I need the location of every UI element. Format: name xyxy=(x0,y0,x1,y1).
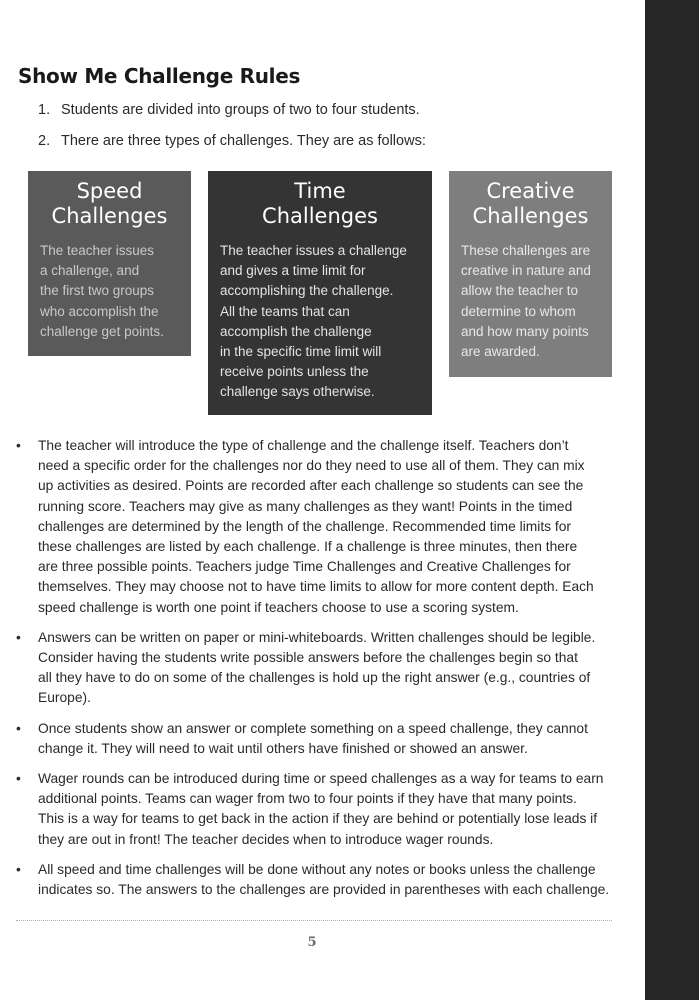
bullet-line: additional points. Teams can wager from two to four points if they have that many points. xyxy=(38,791,577,807)
bullet-line: running score. Teachers may give as many challenges as they want! Points in the timed xyxy=(38,498,573,514)
bullet-icon: • xyxy=(16,720,21,736)
bullet-line: are three possible points. Teachers judge Time Challenges and Creative Challenges for xyxy=(38,559,571,575)
box-desc-line: These challenges are xyxy=(461,243,591,258)
box-title-line: Speed xyxy=(76,179,143,203)
box-desc-line: accomplish the challenge xyxy=(220,323,372,339)
bullet-icon: • xyxy=(16,629,21,645)
box-desc-line: receive points unless the xyxy=(220,364,369,380)
box-desc-line: in the specific time limit will xyxy=(220,344,382,360)
bullet-item xyxy=(16,628,632,709)
bullet-line: Once students show an answer or complete something on a speed challenge, they cannot xyxy=(38,720,588,736)
box-desc-line: creative in nature and xyxy=(461,263,591,279)
numbered-steps xyxy=(38,100,426,162)
bullet-item xyxy=(16,719,632,759)
bullet-line: Europe). xyxy=(38,690,91,706)
bullet-icon: • xyxy=(16,771,21,787)
box-desc-line: determine to whom xyxy=(461,303,576,319)
box-desc-line: and how many points xyxy=(461,323,589,339)
bullet-line: change it. They will need to wait until others have finished or showed an answer. xyxy=(38,740,528,756)
bullet-item xyxy=(16,769,632,850)
creative-challenges-box xyxy=(449,171,612,377)
bullet-line: challenges are determined by the length of the challenge. Recommended time limits for xyxy=(38,518,572,534)
bullet-line: speed challenge is worth one point if teachers choose to use a scoring system. xyxy=(38,599,519,615)
box-desc-line: accomplishing the challenge. xyxy=(220,283,394,299)
box-desc-line: allow the teacher to xyxy=(461,283,579,299)
box-title-line: Creative xyxy=(486,179,575,203)
box-desc-line: who accomplish the xyxy=(40,303,159,319)
box-title-line: Challenges xyxy=(262,204,378,228)
box-description xyxy=(461,241,600,362)
step-text: There are three types of challenges. They are as follows: xyxy=(61,133,426,149)
bullet-icon: • xyxy=(16,438,21,453)
rules-bullet-list xyxy=(16,436,632,910)
bullet-line: The teacher will introduce the type of challenge and the challenge itself. Teachers don’t xyxy=(38,438,569,453)
box-desc-line: The teacher issues xyxy=(40,243,155,258)
bullet-line: up activities as desired. Points are recorded after each challenge so students can see the xyxy=(38,478,584,494)
box-title-line: Time xyxy=(294,179,346,203)
box-desc-line: the first two groups xyxy=(40,283,155,299)
box-desc-line: All the teams that can xyxy=(220,303,350,319)
box-desc-line: challenge get points. xyxy=(40,323,164,339)
step-number: 2. xyxy=(38,133,51,149)
bullet-line: This is a way for teams to get back in the action if they are behind or potentially lose leads if xyxy=(38,811,598,827)
step-item xyxy=(38,100,426,131)
bullet-line: Consider having the students write possible answers before the challenges begin so that xyxy=(38,650,578,666)
bullet-line: Wager rounds can be introduced during time or speed challenges as a way for teams to earn xyxy=(38,771,604,787)
box-desc-line: are awarded. xyxy=(461,344,540,360)
step-number: 1. xyxy=(38,102,51,118)
box-title xyxy=(40,179,179,229)
page-number: 5 xyxy=(307,935,317,950)
bullet-line: All speed and time challenges will be done without any notes or books unless the challenge xyxy=(38,861,596,877)
box-desc-line: challenge says otherwise. xyxy=(220,384,375,400)
bullet-item xyxy=(16,860,632,900)
box-description xyxy=(40,241,179,342)
time-challenges-box xyxy=(208,171,432,415)
bullet-line: they are out in front! The teacher decides when to introduce wager rounds. xyxy=(38,831,494,847)
bullet-line: Answers can be written on paper or mini-whiteboards. Written challenges should be legible. xyxy=(38,629,596,645)
section-heading: Show Me Challenge Rules xyxy=(18,64,301,88)
box-description xyxy=(220,241,420,403)
box-title-line: Challenges xyxy=(472,204,589,228)
step-item xyxy=(38,131,426,162)
box-title-line: Challenges xyxy=(51,204,168,228)
bullet-line: need a specific order for the challenges nor do they need to use all of them. They can mix xyxy=(38,458,585,474)
bullet-item xyxy=(16,436,632,618)
bullet-icon: • xyxy=(16,861,21,877)
step-text: Students are divided into groups of two to four students. xyxy=(61,102,420,118)
box-desc-line: a challenge, and xyxy=(40,263,140,279)
page-edge-bar xyxy=(645,0,699,1000)
bullet-line: indicates so. The answers to the challenges are provided in parentheses with each challenge. xyxy=(38,882,610,898)
bullet-line: all they have to do on some of the challenges is hold up the right answer (e.g., countries of xyxy=(38,670,591,686)
box-desc-line: The teacher issues a challenge xyxy=(220,243,407,258)
box-title xyxy=(220,179,420,229)
bullet-line: themselves. They may choose not to have time limits to allow for more content depth. Each xyxy=(38,579,594,595)
bullet-line: these challenges are listed by each challenge. If a challenge is three minutes, then there xyxy=(38,539,578,555)
box-title xyxy=(461,179,600,229)
box-desc-line: and gives a time limit for xyxy=(220,263,366,279)
footer-divider xyxy=(16,920,612,921)
speed-challenges-box xyxy=(28,171,191,356)
